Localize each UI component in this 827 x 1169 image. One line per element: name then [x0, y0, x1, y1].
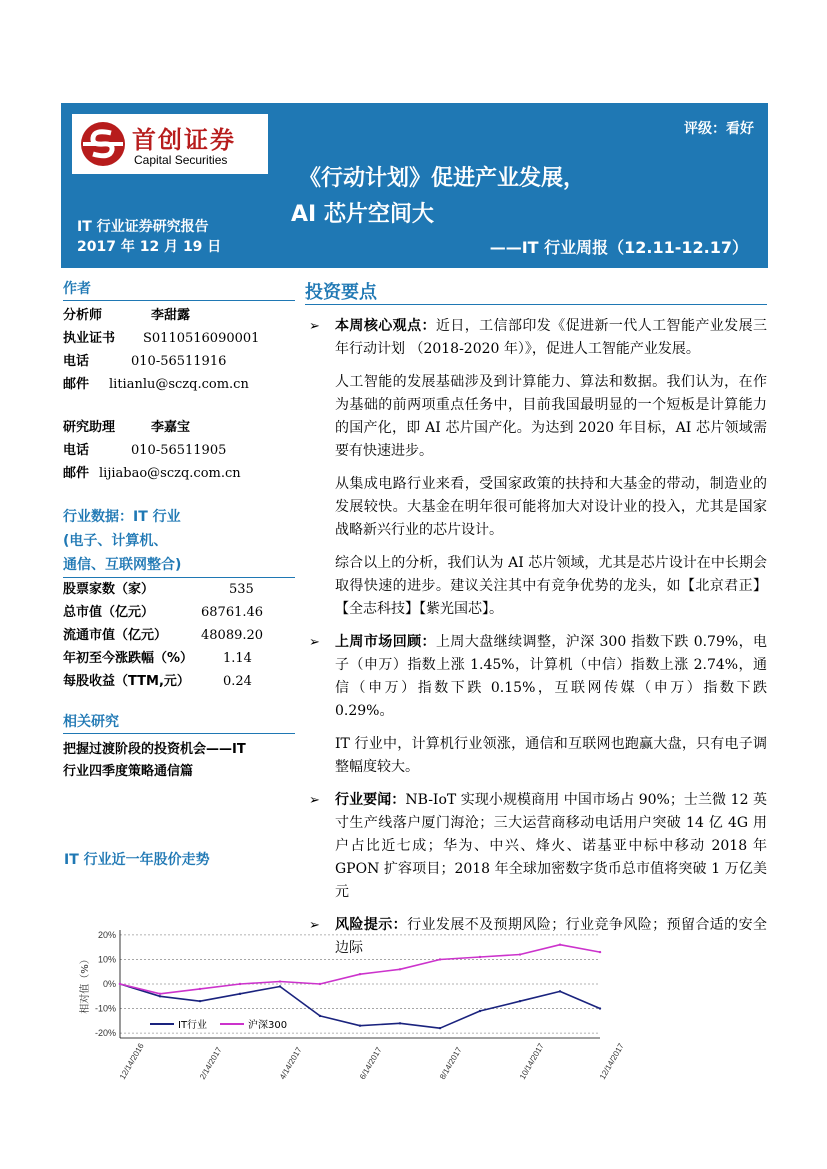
assistant-phone-label: 电话: [63, 443, 90, 458]
industry-heading-line2: (电子、计算机、: [63, 533, 168, 549]
bullet-industry-news: [305, 789, 767, 904]
investment-heading: 投资要点: [305, 282, 377, 303]
company-logo: [72, 114, 268, 174]
data-point: [519, 953, 521, 955]
y-tick-label: 10%: [97, 954, 116, 965]
email-value[interactable]: litianlu@sczq.com.cn: [109, 377, 249, 392]
related-research-line1: 把握过渡阶段的投资机会——IT: [63, 742, 246, 757]
legend-label: 沪深300: [248, 1020, 288, 1031]
cert-value: S0110516090001: [143, 331, 260, 346]
data-point: [119, 983, 121, 985]
x-tick-label: 6/14/2017: [357, 1045, 384, 1081]
legend-label: IT行业: [178, 1020, 208, 1031]
analyst-name: 李甜露: [151, 308, 191, 323]
assistant-email-value[interactable]: lijiabao@sczq.com.cn: [99, 466, 241, 481]
industry-row: [63, 578, 295, 601]
phone-label: 电话: [63, 354, 90, 369]
industry-row-label: 总市值（亿元）: [63, 605, 155, 620]
data-point: [279, 985, 281, 987]
data-point: [479, 956, 481, 958]
email-row: [63, 373, 295, 396]
x-tick-label: 2/14/2017: [197, 1045, 224, 1081]
data-point: [439, 958, 441, 960]
phone-value: 010-56511916: [131, 354, 227, 369]
bullet-core-view: [305, 315, 767, 361]
bullet-arrow-icon: ➢: [309, 918, 320, 933]
report-header: [61, 103, 768, 268]
bullet-text: 上周大盘继续调整，沪深 300 指数下跌 0.79%，电子（申万）指数上涨 1.45%，计算机（中信）指数上涨 2.74%，通信（申万）指数下跌 0.15%，互联网传媒（申万）指数下跌 0.29%。: [335, 634, 768, 719]
author-divider: [63, 300, 295, 301]
data-point: [239, 993, 241, 995]
industry-row-value: 0.24: [223, 674, 252, 689]
rating-label: 评级：看好: [684, 121, 754, 137]
paragraph: 从集成电路行业来看，受国家政策的扶持和大基金的带动，制造业的发展较快。大基金在明年很可能将加大对设计业的投入，尤其是国家战略新兴行业的芯片设计。: [335, 476, 767, 538]
bullet-arrow-icon: ➢: [309, 319, 320, 334]
data-point: [319, 1015, 321, 1017]
data-point: [239, 983, 241, 985]
data-point: [159, 993, 161, 995]
report-title-line1: 《行动计划》促进产业发展，: [299, 166, 586, 191]
bullet-market-review: [305, 631, 767, 723]
industry-data-table: [63, 578, 295, 693]
bullet-arrow-icon: ➢: [309, 635, 320, 650]
industry-row-value: 68761.46: [201, 605, 264, 620]
industry-row-value: 48089.20: [201, 628, 264, 643]
x-tick-label: 12/14/2016: [117, 1041, 146, 1081]
assistant-name: 李嘉宝: [151, 420, 191, 435]
investment-summary: [305, 278, 767, 960]
x-tick-label: 10/14/2017: [517, 1041, 546, 1081]
data-point: [399, 968, 401, 970]
industry-row-value: 1.14: [223, 651, 252, 666]
report-subtitle: ——IT 行业周报（12.11-12.17）: [489, 238, 748, 257]
logo-chinese-name: 首创证券: [132, 126, 236, 154]
data-point: [199, 988, 201, 990]
analyst-row: [63, 304, 295, 327]
author-heading: 作者: [63, 281, 91, 297]
x-tick-label: 4/14/2017: [277, 1045, 304, 1081]
related-research-line2: 行业四季度策略通信篇: [63, 764, 194, 779]
research-divider: [63, 733, 295, 734]
industry-row-label: 流通市值（亿元）: [63, 628, 168, 643]
report-title: [291, 161, 586, 233]
industry-row: [63, 647, 295, 670]
y-tick-label: -20%: [94, 1028, 116, 1039]
assistant-phone-value: 010-56511905: [131, 443, 227, 458]
related-research-link[interactable]: [63, 739, 295, 783]
data-point: [399, 1022, 401, 1024]
data-point: [159, 995, 161, 997]
industry-heading-line3: 通信、互联网整合): [63, 557, 182, 573]
industry-row-label: 股票家数（家）: [63, 582, 155, 597]
cert-label: 执业证书: [63, 331, 116, 346]
bullet-label: 上周市场回顾：: [335, 634, 436, 650]
bullet-text: NB-IoT 实现小规模商用 中国市场占 90%；士兰微 12 英寸生产线落户厦门海沧；三大运营商移动电话用户突破 14 亿 4G 用户占比近七成；华为、中兴、烽火、诺基亚中标中移动 2018 年 GPON 扩容项目；2018 年全球加密数字货币总市值将突破 1 万亿美元: [335, 792, 768, 900]
report-type: IT 行业证券研究报告: [77, 219, 209, 235]
paragraph: IT 行业中，计算机行业领涨，通信和互联网也跑赢大盘，只有电子调整幅度较大。: [335, 736, 767, 775]
x-tick-label: 12/14/2017: [597, 1041, 626, 1081]
assistant-email-row: [63, 462, 295, 485]
y-tick-label: 0%: [102, 979, 116, 989]
paragraph: 人工智能的发展基础涉及到计算能力、算法和数据。我们认为，在作为基础的前两项重点任务中，目前我国最明显的一个短板是计算能力的国产化，即 AI 芯片国产化。为达到 2020 年目标，AI 芯片领域需要有快速进步。: [335, 374, 767, 459]
assistant-row: [63, 416, 295, 439]
bullet-label: 本周核心观点：: [335, 318, 436, 334]
bullet-text: 行业发展不及预期风险；行业竞争风险；预留合适的安全边际: [335, 917, 768, 956]
y-tick-label: 20%: [97, 929, 116, 940]
data-point: [479, 1010, 481, 1012]
bullet-arrow-icon: ➢: [309, 793, 320, 808]
paragraph: 综合以上的分析，我们认为 AI 芯片领域，尤其是芯片设计在中长期会取得快速的进步。建议关注其中有竞争优势的龙头，如【北京君正】【全志科技】【紫光国芯】。: [335, 555, 767, 617]
industry-row: [63, 601, 295, 624]
assistant-label: 研究助理: [63, 420, 116, 435]
research-heading: 相关研究: [63, 714, 119, 730]
data-point: [559, 944, 561, 946]
y-tick-label: -10%: [94, 1003, 116, 1014]
industry-row-label: 每股收益（TTM,元）: [63, 674, 190, 689]
data-point: [359, 1025, 361, 1027]
data-point: [359, 973, 361, 975]
email-label: 邮件: [63, 377, 90, 392]
data-point: [519, 1000, 521, 1002]
data-point: [439, 1027, 441, 1029]
industry-row: [63, 624, 295, 647]
industry-row: [63, 670, 295, 693]
report-title-line2: AI 芯片空间大: [291, 202, 434, 227]
data-point: [559, 990, 561, 992]
assistant-email-label: 邮件: [63, 466, 90, 481]
data-point: [599, 1007, 601, 1009]
phone-row: [63, 350, 295, 373]
industry-heading-line1: 行业数据：IT 行业: [63, 509, 181, 525]
chart-title: IT 行业近一年股价走势: [64, 852, 210, 868]
industry-row-value: 535: [229, 582, 254, 597]
report-date: 2017 年 12 月 19 日: [77, 239, 222, 255]
x-tick-label: 8/14/2017: [437, 1045, 464, 1081]
data-point: [599, 951, 601, 953]
y-axis-label: 相对值（%）: [80, 954, 91, 1014]
assistant-phone-row: [63, 439, 295, 462]
data-point: [279, 980, 281, 982]
cert-row: [63, 327, 295, 350]
bullet-label: 行业要闻：: [335, 792, 406, 808]
bullet-label: 风险提示：: [335, 917, 408, 933]
left-sidebar: [63, 278, 295, 783]
logo-emblem-icon: [80, 121, 126, 167]
logo-english-name: Capital Securities: [134, 153, 228, 167]
analyst-label: 分析师: [63, 308, 103, 323]
industry-row-label: 年初至今涨跌幅（%）: [63, 651, 194, 666]
bullet-text: 近日，工信部印发《促进新一代人工智能产业发展三年行动计划 （2018-2020 年）》，促进人工智能产业发展。: [335, 318, 768, 357]
data-point: [199, 1000, 201, 1002]
series-line-hs300: [120, 945, 600, 994]
data-point: [319, 983, 321, 985]
stock-trend-chart: [66, 920, 626, 1081]
investment-divider: [305, 304, 767, 305]
industry-heading: [63, 505, 295, 577]
